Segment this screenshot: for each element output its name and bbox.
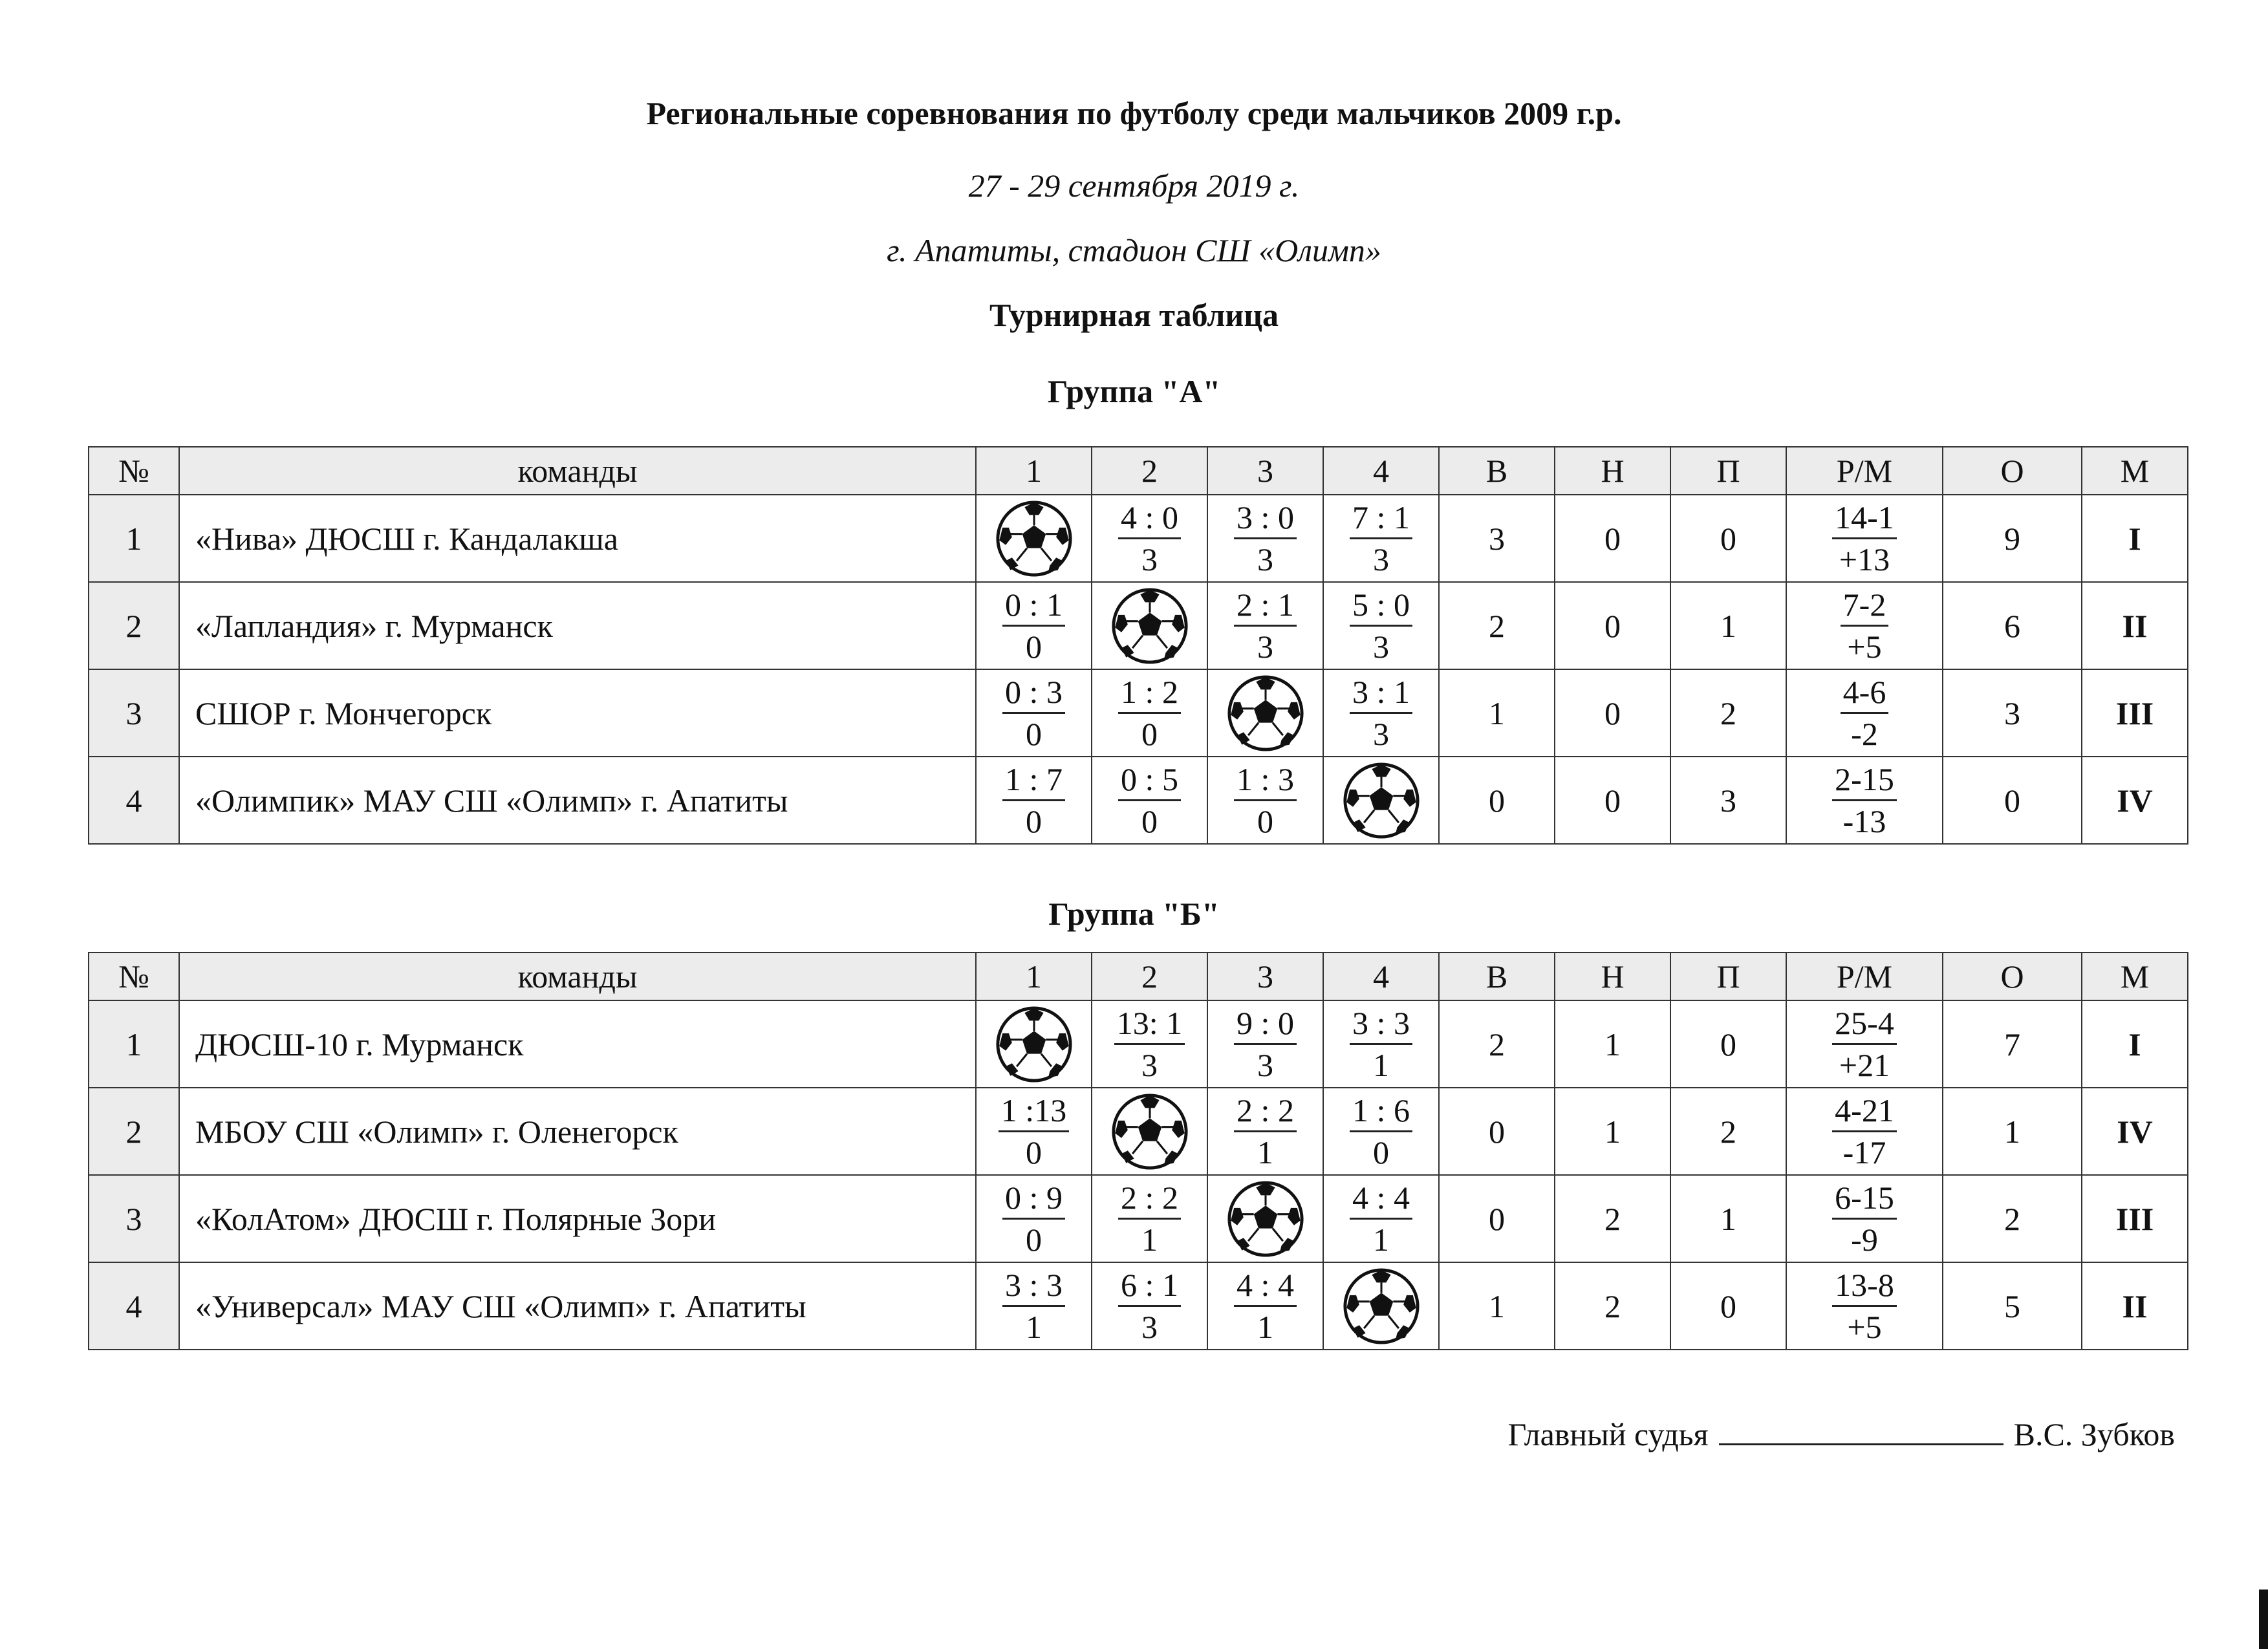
goals-fraction	[1832, 1090, 1897, 1172]
draws: 1	[1555, 1000, 1670, 1088]
match-result	[1350, 1178, 1412, 1260]
column-header: Р/М	[1786, 953, 1943, 1000]
match-score: 4 : 0	[1118, 497, 1181, 539]
draws: 2	[1555, 1262, 1670, 1350]
row-number: 4	[89, 1262, 179, 1350]
goals-for-against: 4-6	[1841, 672, 1889, 714]
goals-fraction	[1832, 497, 1897, 579]
goals-for-against: 6-15	[1832, 1178, 1897, 1220]
match-score: 5 : 0	[1350, 585, 1412, 627]
match-score: 4 : 4	[1350, 1178, 1412, 1220]
losses: 1	[1670, 582, 1786, 669]
match-result-cell	[1092, 1000, 1207, 1088]
match-result	[1002, 1178, 1065, 1260]
losses: 3	[1670, 757, 1786, 844]
draws: 0	[1555, 495, 1670, 582]
soccer-ball-icon	[1110, 587, 1189, 665]
goal-difference: -9	[1851, 1222, 1878, 1258]
points: 9	[1943, 495, 2082, 582]
header-row	[89, 447, 2188, 495]
match-result	[1350, 585, 1412, 667]
header-row	[89, 953, 2188, 1000]
goals-for-against: 13-8	[1832, 1265, 1897, 1307]
soccer-ball-icon	[1342, 1267, 1421, 1346]
match-result	[1350, 672, 1412, 754]
match-result-cell	[1323, 495, 1439, 582]
column-header: П	[1670, 447, 1786, 495]
goal-difference: -2	[1851, 716, 1878, 752]
soccer-ball-icon	[1342, 761, 1421, 840]
goal-difference: +21	[1839, 1047, 1890, 1083]
match-points: 1	[1257, 1134, 1273, 1170]
match-points: 1	[1373, 1047, 1389, 1083]
match-result	[1234, 1090, 1297, 1172]
match-result	[1234, 585, 1297, 667]
column-header: Н	[1555, 447, 1670, 495]
table-row	[89, 1088, 2188, 1175]
draws: 0	[1555, 757, 1670, 844]
row-number: 1	[89, 495, 179, 582]
match-score: 0 : 3	[1002, 672, 1065, 714]
points: 1	[1943, 1088, 2082, 1175]
match-result	[1234, 497, 1297, 579]
chief-referee-signature	[1507, 1415, 2175, 1453]
goal-difference: +5	[1847, 1309, 1882, 1345]
place: IV	[2082, 1088, 2188, 1175]
team-name: МБОУ СШ «Олимп» г. Оленегорск	[179, 1088, 976, 1175]
match-result	[1118, 1265, 1181, 1347]
match-score: 4 : 4	[1234, 1265, 1297, 1307]
match-points: 3	[1373, 629, 1389, 665]
points: 3	[1943, 669, 2082, 757]
column-header: П	[1670, 953, 1786, 1000]
column-header: М	[2082, 953, 2188, 1000]
goals-for-against: 25-4	[1832, 1003, 1897, 1045]
losses: 1	[1670, 1175, 1786, 1262]
column-header: Н	[1555, 953, 1670, 1000]
event-venue: г. Апатиты, стадион СШ «Олимп»	[887, 232, 1381, 268]
goals-cell	[1786, 1000, 1943, 1088]
column-header: 2	[1092, 953, 1207, 1000]
soccer-ball-icon	[995, 1005, 1074, 1084]
match-points: 3	[1373, 541, 1389, 577]
match-result-cell	[976, 1175, 1092, 1262]
diagonal-cell	[1323, 757, 1439, 844]
match-result	[1118, 497, 1181, 579]
table-row	[89, 757, 2188, 844]
wins: 0	[1439, 1175, 1555, 1262]
match-score: 6 : 1	[1118, 1265, 1181, 1307]
match-score: 1 : 7	[1002, 759, 1065, 801]
goals-fraction	[1841, 585, 1889, 667]
column-header: О	[1943, 447, 2082, 495]
table-row	[89, 1262, 2188, 1350]
goals-fraction	[1832, 759, 1897, 841]
match-score: 3 : 0	[1234, 497, 1297, 539]
diagonal-cell	[976, 495, 1092, 582]
match-points: 1	[1257, 1309, 1273, 1345]
column-header: №	[89, 447, 179, 495]
wins: 1	[1439, 669, 1555, 757]
match-points: 3	[1141, 541, 1158, 577]
draws: 1	[1555, 1088, 1670, 1175]
column-header: 1	[976, 953, 1092, 1000]
column-header: 3	[1207, 953, 1323, 1000]
goals-cell	[1786, 1088, 1943, 1175]
wins: 0	[1439, 757, 1555, 844]
match-result-cell	[1207, 1000, 1323, 1088]
goals-for-against: 7-2	[1841, 585, 1889, 627]
match-result-cell	[976, 1262, 1092, 1350]
team-name: «Лапландия» г. Мурманск	[179, 582, 976, 669]
column-header: В	[1439, 953, 1555, 1000]
match-result-cell	[1207, 1088, 1323, 1175]
losses: 2	[1670, 669, 1786, 757]
goals-for-against: 2-15	[1832, 759, 1897, 801]
match-points: 1	[1373, 1222, 1389, 1258]
points: 0	[1943, 757, 2082, 844]
place: I	[2082, 495, 2188, 582]
match-result	[1002, 585, 1065, 667]
match-result	[1114, 1003, 1185, 1085]
match-score: 3 : 3	[1002, 1265, 1065, 1307]
group-a-label: Группа "А"	[1047, 373, 1221, 409]
row-number: 3	[89, 669, 179, 757]
match-result	[1118, 672, 1181, 754]
table-row	[89, 1175, 2188, 1262]
group-b-label: Группа "Б"	[1048, 896, 1220, 932]
losses: 0	[1670, 1000, 1786, 1088]
goal-difference: -17	[1842, 1134, 1886, 1170]
goals-fraction	[1832, 1265, 1897, 1347]
match-score: 2 : 2	[1118, 1178, 1181, 1220]
goals-cell	[1786, 669, 1943, 757]
column-header: В	[1439, 447, 1555, 495]
column-header: О	[1943, 953, 2082, 1000]
match-points: 0	[1026, 1222, 1042, 1258]
match-points: 0	[1026, 1134, 1042, 1170]
match-result-cell	[1323, 582, 1439, 669]
diagonal-cell	[1092, 1088, 1207, 1175]
match-result	[1002, 759, 1065, 841]
match-points: 3	[1257, 629, 1273, 665]
match-result	[1234, 759, 1297, 841]
place: IV	[2082, 757, 2188, 844]
place: III	[2082, 669, 2188, 757]
diagonal-cell	[1092, 582, 1207, 669]
match-points: 0	[1141, 803, 1158, 839]
match-score: 1 : 3	[1234, 759, 1297, 801]
match-score: 3 : 1	[1350, 672, 1412, 714]
row-number: 2	[89, 582, 179, 669]
goals-for-against: 4-21	[1832, 1090, 1897, 1132]
row-number: 3	[89, 1175, 179, 1262]
table-row	[89, 1000, 2188, 1088]
match-result-cell	[976, 669, 1092, 757]
match-points: 1	[1026, 1309, 1042, 1345]
column-header: 3	[1207, 447, 1323, 495]
match-result	[1350, 1003, 1412, 1085]
diagonal-cell	[1323, 1262, 1439, 1350]
match-score: 1 : 2	[1118, 672, 1181, 714]
diagonal-cell	[1207, 1175, 1323, 1262]
goals-fraction	[1841, 672, 1889, 754]
match-points: 0	[1373, 1134, 1389, 1170]
signature-line	[1719, 1415, 2003, 1445]
match-result	[1234, 1265, 1297, 1347]
row-number: 1	[89, 1000, 179, 1088]
match-result-cell	[1207, 582, 1323, 669]
table-row	[89, 669, 2188, 757]
match-points: 0	[1026, 716, 1042, 752]
table-row	[89, 495, 2188, 582]
goals-cell	[1786, 1262, 1943, 1350]
match-result-cell	[1092, 1175, 1207, 1262]
standings-title: Турнирная таблица	[989, 297, 1279, 333]
match-score: 2 : 1	[1234, 585, 1297, 627]
soccer-ball-icon	[1226, 674, 1305, 753]
match-points: 0	[1026, 629, 1042, 665]
event-dates: 27 - 29 сентября 2019 г.	[968, 167, 1300, 204]
match-result-cell	[1207, 1262, 1323, 1350]
scan-edge-mark	[2259, 1590, 2268, 1649]
wins: 3	[1439, 495, 1555, 582]
column-header: 1	[976, 447, 1092, 495]
points: 5	[1943, 1262, 2082, 1350]
goal-difference: -13	[1842, 803, 1886, 839]
match-result-cell	[1323, 1175, 1439, 1262]
place: II	[2082, 1262, 2188, 1350]
goals-for-against: 14-1	[1832, 497, 1897, 539]
match-score: 0 : 5	[1118, 759, 1181, 801]
match-result-cell	[1092, 669, 1207, 757]
column-header: М	[2082, 447, 2188, 495]
column-header: №	[89, 953, 179, 1000]
match-result-cell	[976, 1088, 1092, 1175]
goals-fraction	[1832, 1003, 1897, 1085]
diagonal-cell	[1207, 669, 1323, 757]
team-name: «Универсал» МАУ СШ «Олимп» г. Апатиты	[179, 1262, 976, 1350]
match-score: 0 : 9	[1002, 1178, 1065, 1220]
match-score: 1 : 6	[1350, 1090, 1412, 1132]
match-result-cell	[976, 757, 1092, 844]
group-b-table	[88, 952, 2188, 1350]
match-result-cell	[1092, 1262, 1207, 1350]
team-name: «Нива» ДЮСШ г. Кандалакша	[179, 495, 976, 582]
soccer-ball-icon	[1226, 1180, 1305, 1258]
match-result-cell	[1207, 495, 1323, 582]
match-result	[1350, 497, 1412, 579]
match-score: 0 : 1	[1002, 585, 1065, 627]
place: II	[2082, 582, 2188, 669]
team-name: ДЮСШ-10 г. Мурманск	[179, 1000, 976, 1088]
soccer-ball-icon	[1110, 1092, 1189, 1171]
document-title: Региональные соревнования по футболу среди мальчиков 2009 г.р.	[646, 95, 1622, 131]
place: I	[2082, 1000, 2188, 1088]
points: 7	[1943, 1000, 2082, 1088]
draws: 2	[1555, 1175, 1670, 1262]
team-name: «Олимпик» МАУ СШ «Олимп» г. Апатиты	[179, 757, 976, 844]
group-a-table	[88, 446, 2188, 845]
draws: 0	[1555, 582, 1670, 669]
match-score: 7 : 1	[1350, 497, 1412, 539]
match-points: 3	[1257, 541, 1273, 577]
match-result-cell	[1207, 757, 1323, 844]
match-score: 13: 1	[1114, 1003, 1185, 1045]
match-score: 2 : 2	[1234, 1090, 1297, 1132]
column-header: команды	[179, 447, 976, 495]
match-points: 0	[1026, 803, 1042, 839]
row-number: 2	[89, 1088, 179, 1175]
match-points: 0	[1257, 803, 1273, 839]
match-result	[1002, 672, 1065, 754]
match-points: 3	[1373, 716, 1389, 752]
match-result	[1350, 1090, 1412, 1172]
diagonal-cell	[976, 1000, 1092, 1088]
goals-cell	[1786, 757, 1943, 844]
column-header: команды	[179, 953, 976, 1000]
judge-name: В.С. Зубков	[2013, 1416, 2175, 1452]
match-result	[1002, 1265, 1065, 1347]
points: 6	[1943, 582, 2082, 669]
match-points: 1	[1141, 1222, 1158, 1258]
table-row	[89, 582, 2188, 669]
wins: 2	[1439, 1000, 1555, 1088]
match-result	[999, 1090, 1069, 1172]
match-points: 3	[1257, 1047, 1273, 1083]
match-score: 3 : 3	[1350, 1003, 1412, 1045]
wins: 2	[1439, 582, 1555, 669]
column-header: 4	[1323, 953, 1439, 1000]
points: 2	[1943, 1175, 2082, 1262]
place: III	[2082, 1175, 2188, 1262]
column-header: Р/М	[1786, 447, 1943, 495]
draws: 0	[1555, 669, 1670, 757]
wins: 0	[1439, 1088, 1555, 1175]
match-score: 1 :13	[999, 1090, 1069, 1132]
match-result-cell	[1323, 1088, 1439, 1175]
goals-cell	[1786, 495, 1943, 582]
goals-fraction	[1832, 1178, 1897, 1260]
column-header: 4	[1323, 447, 1439, 495]
match-result-cell	[1323, 1000, 1439, 1088]
goal-difference: +13	[1839, 541, 1890, 577]
column-header: 2	[1092, 447, 1207, 495]
soccer-ball-icon	[995, 499, 1074, 578]
match-result	[1118, 1178, 1181, 1260]
match-result-cell	[1092, 757, 1207, 844]
team-name: «КолАтом» ДЮСШ г. Полярные Зори	[179, 1175, 976, 1262]
losses: 2	[1670, 1088, 1786, 1175]
match-result-cell	[1323, 669, 1439, 757]
match-points: 3	[1141, 1047, 1158, 1083]
goals-cell	[1786, 582, 1943, 669]
match-result-cell	[976, 582, 1092, 669]
match-result	[1234, 1003, 1297, 1085]
judge-title: Главный судья	[1507, 1416, 1709, 1452]
team-name: СШОР г. Мончегорск	[179, 669, 976, 757]
losses: 0	[1670, 1262, 1786, 1350]
goal-difference: +5	[1847, 629, 1882, 665]
match-result	[1118, 759, 1181, 841]
wins: 1	[1439, 1262, 1555, 1350]
match-points: 0	[1141, 716, 1158, 752]
match-result-cell	[1092, 495, 1207, 582]
match-score: 9 : 0	[1234, 1003, 1297, 1045]
match-points: 3	[1141, 1309, 1158, 1345]
losses: 0	[1670, 495, 1786, 582]
goals-cell	[1786, 1175, 1943, 1262]
row-number: 4	[89, 757, 179, 844]
